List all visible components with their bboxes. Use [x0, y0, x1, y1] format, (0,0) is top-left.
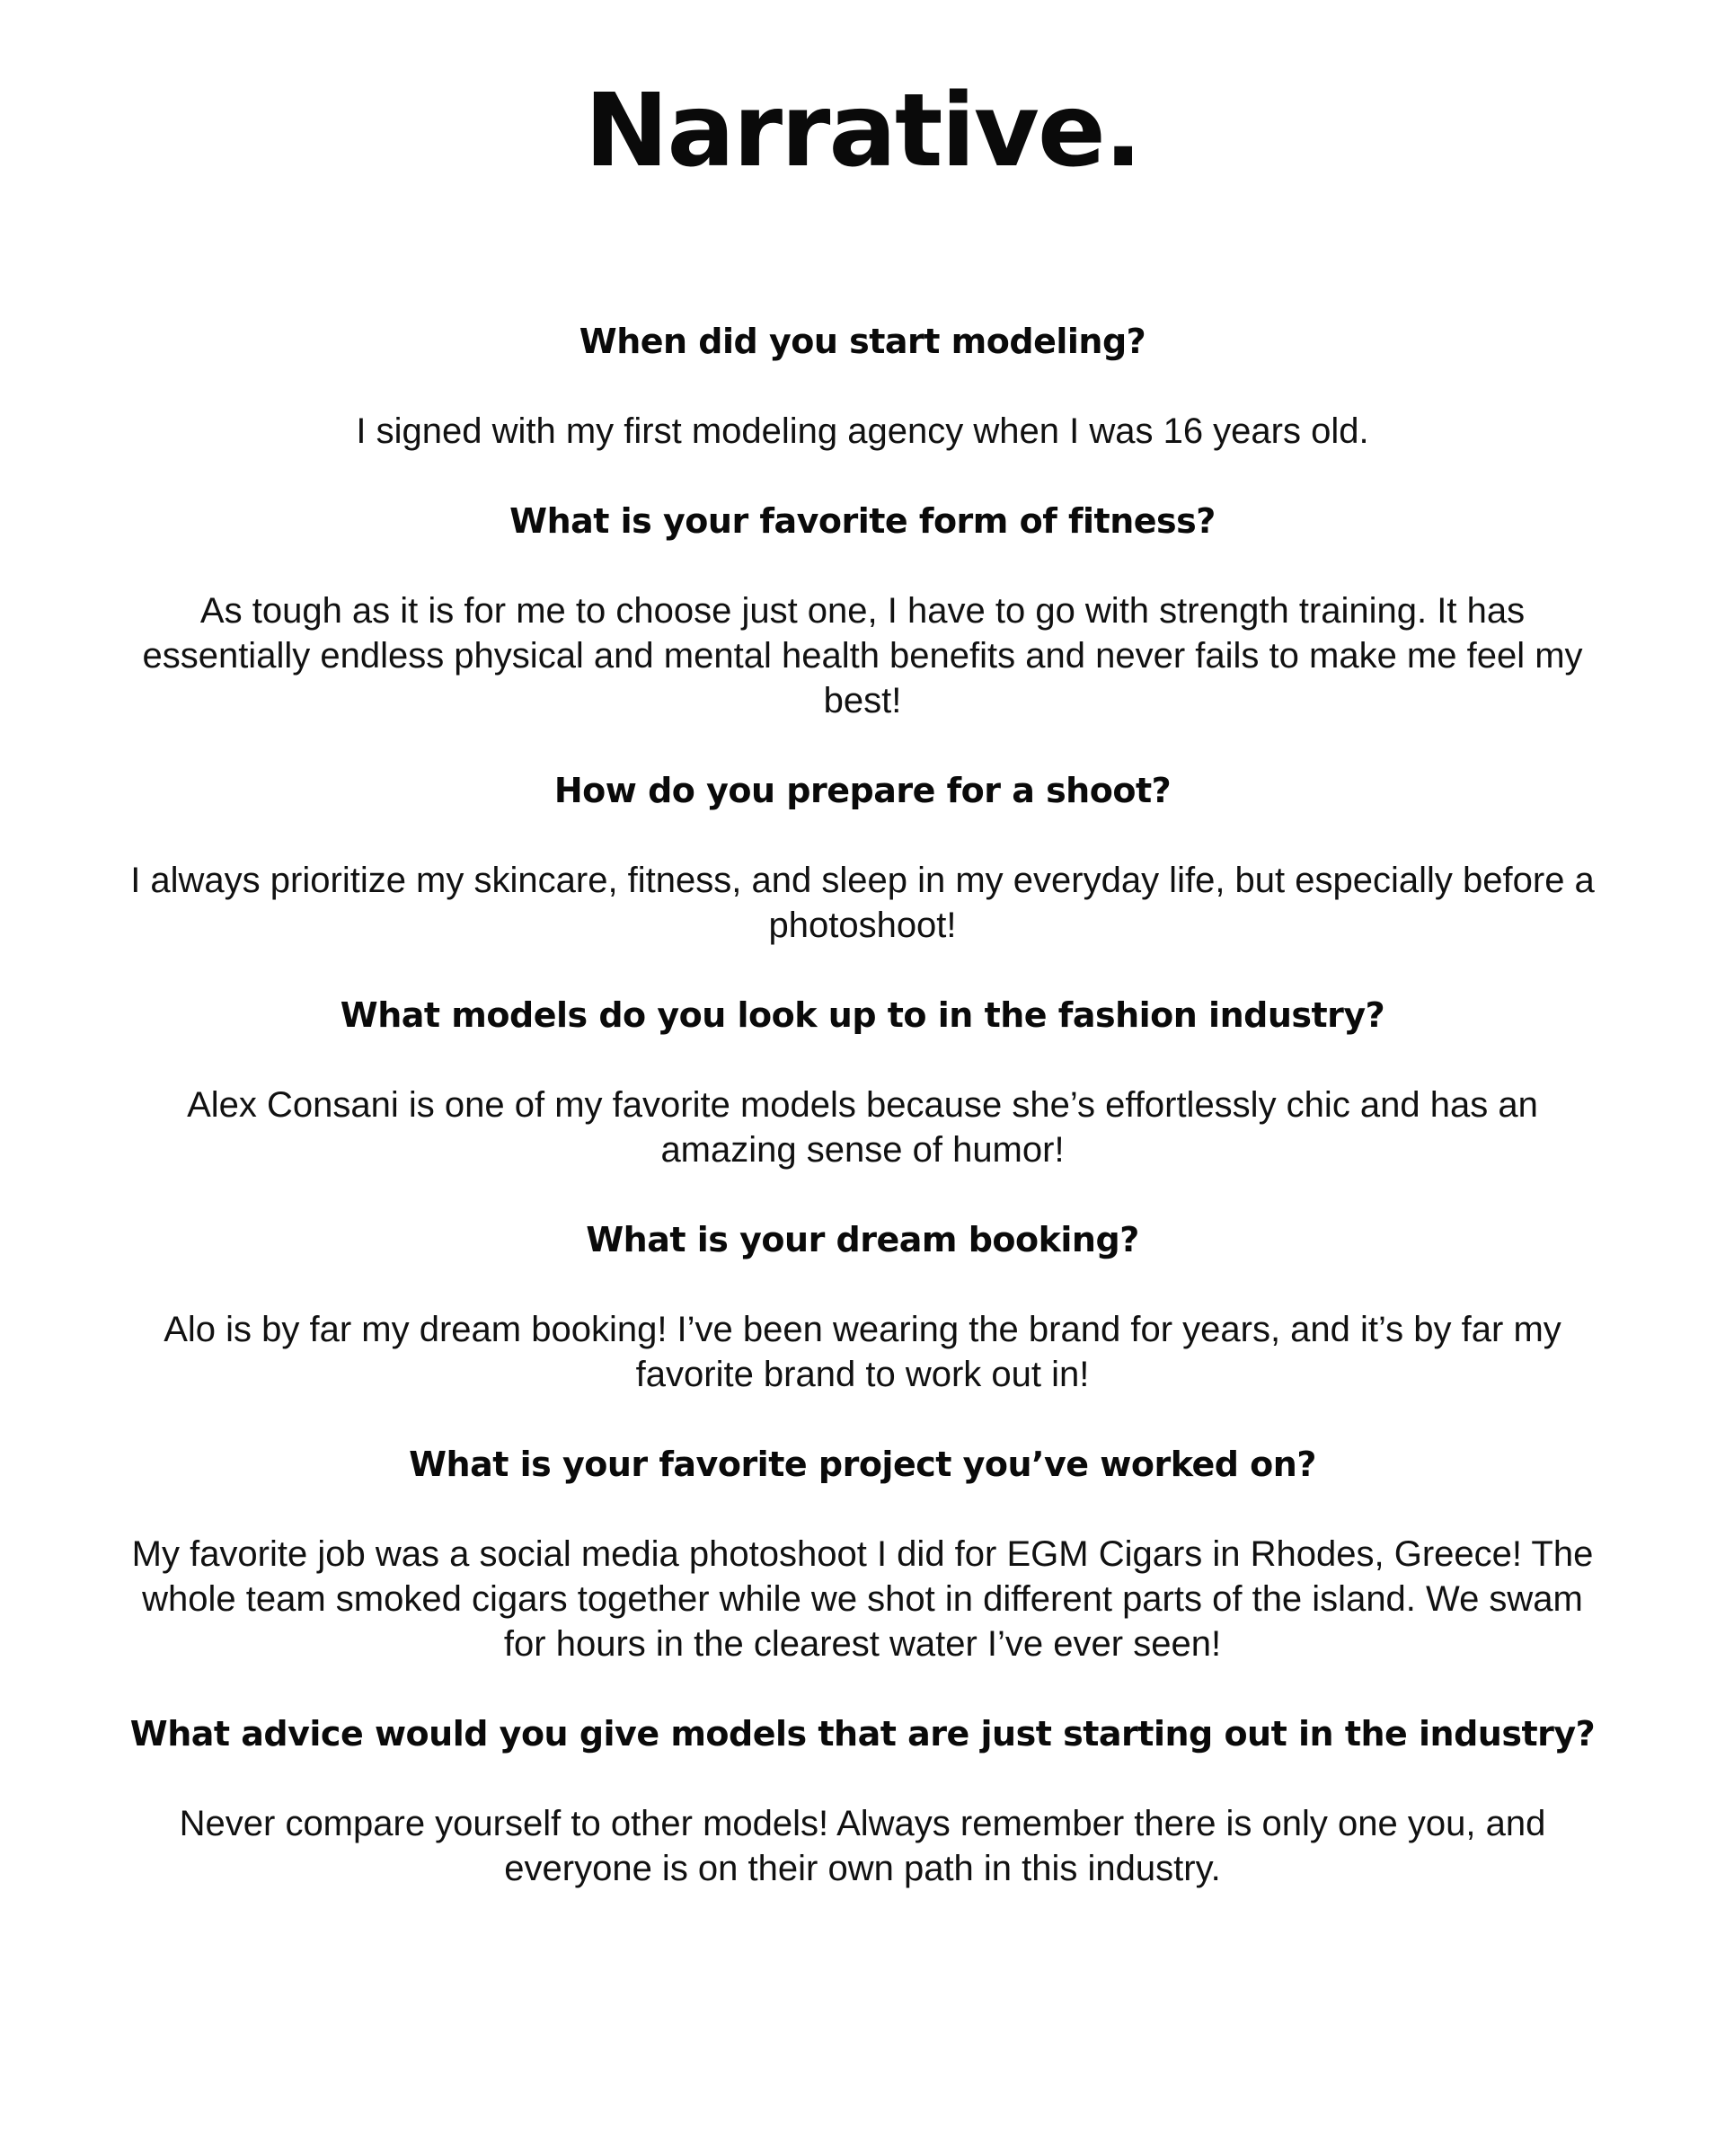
question: What models do you look up to in the fashion industry?: [340, 995, 1385, 1035]
qa-item: [117, 1442, 1608, 1666]
question: What is your dream booking?: [586, 1220, 1139, 1259]
qa-item: [117, 319, 1608, 454]
qa-item: [117, 1711, 1608, 1891]
answer: I always prioritize my skincare, fitness, and sleep in my everyday life, but especially before a photoshoot!: [130, 861, 1595, 945]
qa-item: [117, 1217, 1608, 1397]
question: What is your favorite form of fitness?: [509, 501, 1216, 541]
question: How do you prepare for a shoot?: [553, 771, 1172, 810]
qa-item: [117, 768, 1608, 948]
qa-item: [117, 499, 1608, 723]
question: What is your favorite project you’ve worked on?: [409, 1445, 1316, 1484]
answer: Alex Consani is one of my favorite models because she’s effortlessly chic and has an amazing sense of humor!: [187, 1085, 1538, 1170]
question: What advice would you give models that are just starting out in the industry?: [129, 1714, 1596, 1754]
question: When did you start modeling?: [579, 322, 1146, 361]
answer: Never compare yourself to other models! Always remember there is only one you, and everyone is on their own path in this industry.: [179, 1804, 1546, 1888]
qa-list: [117, 319, 1608, 1936]
answer: As tough as it is for me to choose just one, I have to go with strength training. It has essentially endless physical and mental health benefits and never fails to make me feel my best!: [142, 591, 1583, 720]
answer: Alo is by far my dream booking! I’ve been wearing the brand for years, and it’s by far my favorite brand to work out in!: [164, 1310, 1561, 1394]
answer: I signed with my first modeling agency when I was 16 years old.: [356, 411, 1369, 451]
answer: My favorite job was a social media photoshoot I did for EGM Cigars in Rhodes, Greece! The whole team smoked cigars together while we shot in different parts of the island. We swam for hours in the clearest water I’ve ever seen!: [131, 1534, 1594, 1664]
qa-item: [117, 993, 1608, 1172]
page-title: Narrative.: [584, 73, 1141, 190]
